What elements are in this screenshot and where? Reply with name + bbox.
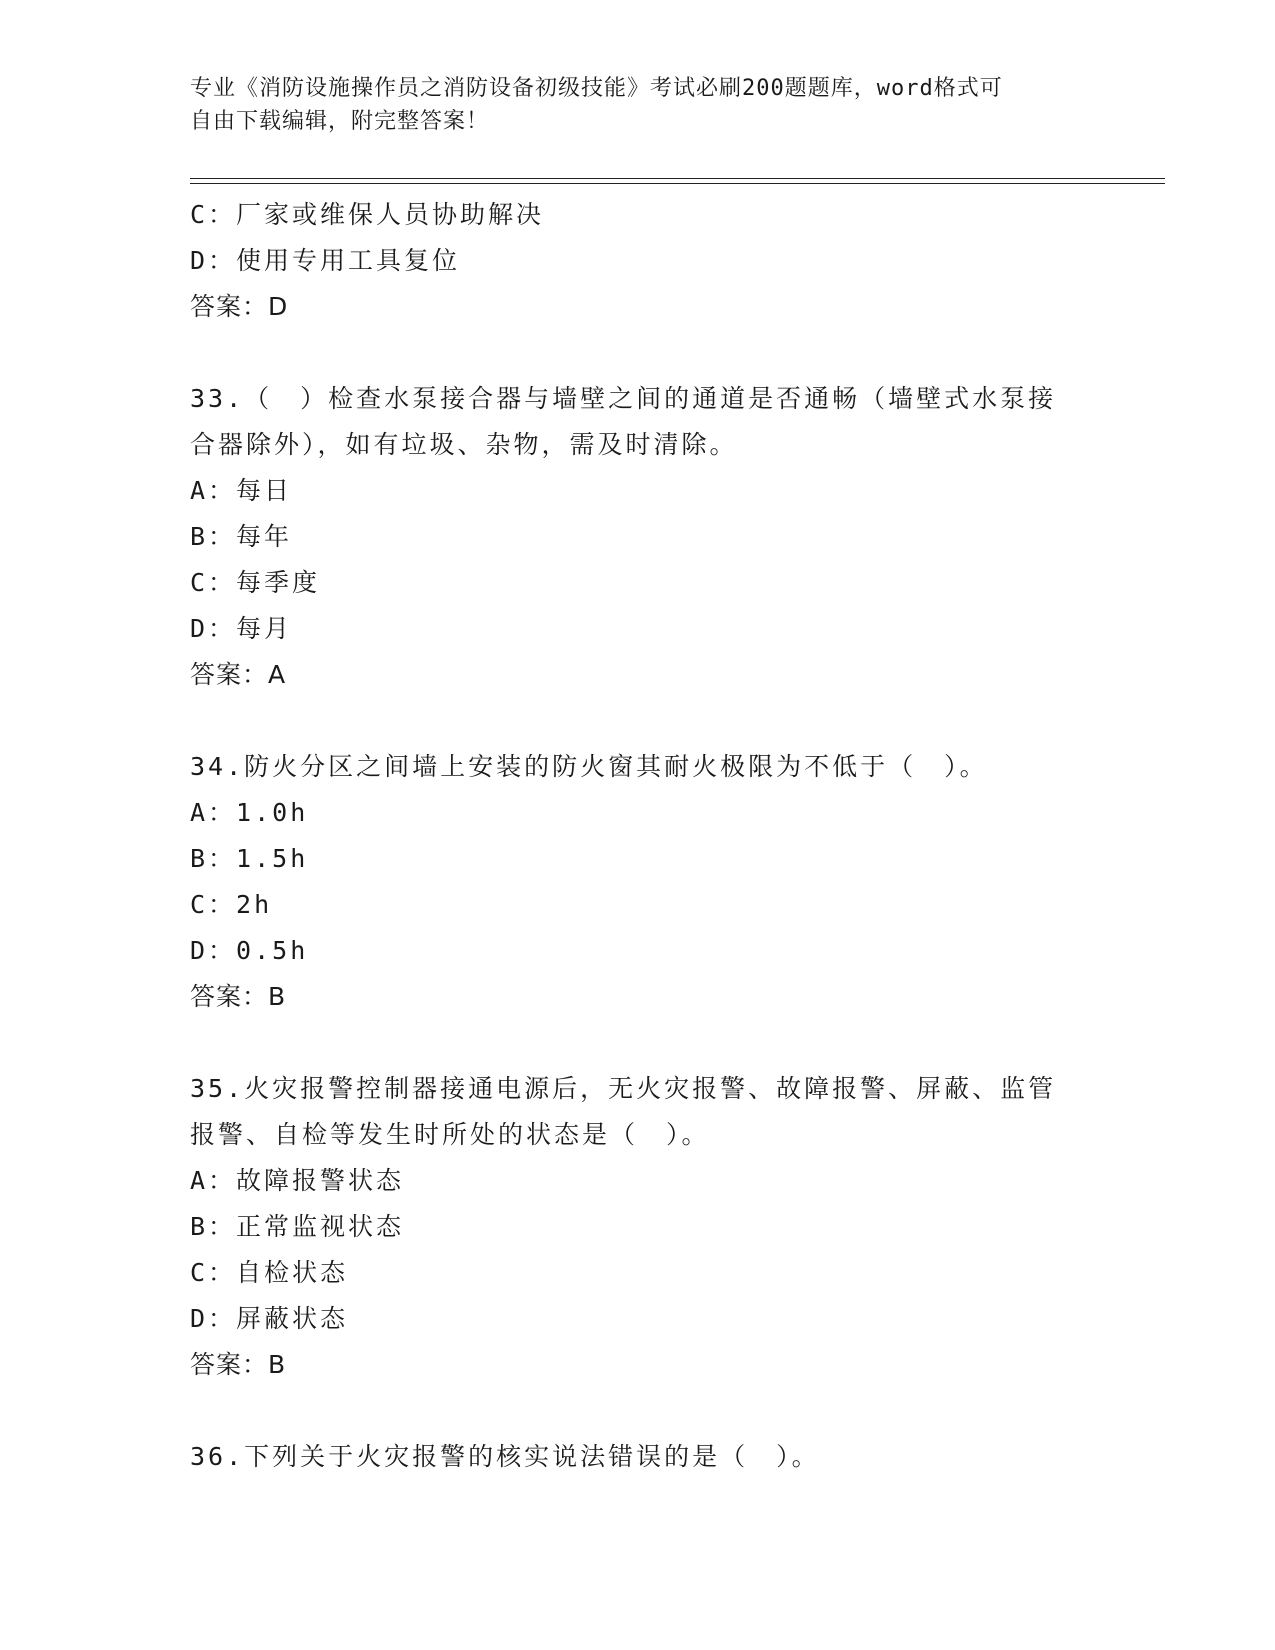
option-b: B：1.5h bbox=[190, 844, 309, 873]
option-d: D：屏蔽状态 bbox=[190, 1304, 349, 1333]
option-a: A：1.0h bbox=[190, 798, 309, 827]
header-divider-top bbox=[190, 178, 1165, 179]
option-b: B：每年 bbox=[190, 522, 293, 551]
header-line-1: 专业《消防设施操作员之消防设备初级技能》考试必刷200题题库，word格式可 bbox=[190, 76, 1003, 101]
question-text-line-1: 34.防火分区之间墙上安装的防火窗其耐火极限为不低于（ ）。 bbox=[190, 752, 988, 781]
option-d: D：使用专用工具复位 bbox=[190, 246, 461, 275]
question-text-line-1: 35.火灾报警控制器接通电源后，无火灾报警、故障报警、屏蔽、监管 bbox=[190, 1074, 1057, 1103]
option-c: C：每季度 bbox=[190, 568, 321, 597]
question-36 bbox=[190, 1434, 1110, 1480]
question-text-line-2: 报警、自检等发生时所处的状态是（ ）。 bbox=[190, 1120, 710, 1149]
answer-label: 答案：B bbox=[190, 982, 287, 1011]
question-text-line-2: 合器除外），如有垃圾、杂物，需及时清除。 bbox=[190, 430, 738, 459]
question-35 bbox=[190, 1066, 1110, 1388]
option-c: C：厂家或维保人员协助解决 bbox=[190, 200, 545, 229]
question-32-tail bbox=[190, 192, 1110, 330]
spacer bbox=[190, 1020, 1110, 1066]
answer-label: 答案：A bbox=[190, 660, 287, 689]
question-list bbox=[190, 192, 1110, 1480]
option-a: A：故障报警状态 bbox=[190, 1166, 405, 1195]
header-line-2: 自由下载编辑，附完整答案！ bbox=[190, 109, 490, 134]
spacer bbox=[190, 330, 1110, 376]
spacer bbox=[190, 1388, 1110, 1434]
question-text-line-1: 36.下列关于火灾报警的核实说法错误的是（ ）。 bbox=[190, 1442, 820, 1471]
option-b: B：正常监视状态 bbox=[190, 1212, 405, 1241]
option-c: C：自检状态 bbox=[190, 1258, 349, 1287]
answer-label: 答案：D bbox=[190, 292, 289, 321]
option-d: D：每月 bbox=[190, 614, 293, 643]
question-33 bbox=[190, 376, 1110, 698]
spacer bbox=[190, 698, 1110, 744]
document-header bbox=[190, 72, 1090, 138]
question-34 bbox=[190, 744, 1110, 1020]
header-divider-bottom bbox=[190, 183, 1165, 184]
answer-label: 答案：B bbox=[190, 1350, 287, 1379]
option-d: D：0.5h bbox=[190, 936, 309, 965]
question-text-line-1: 33.（ ）检查水泵接合器与墙壁之间的通道是否通畅（墙壁式水泵接 bbox=[190, 384, 1057, 413]
option-a: A：每日 bbox=[190, 476, 293, 505]
option-c: C：2h bbox=[190, 890, 273, 919]
